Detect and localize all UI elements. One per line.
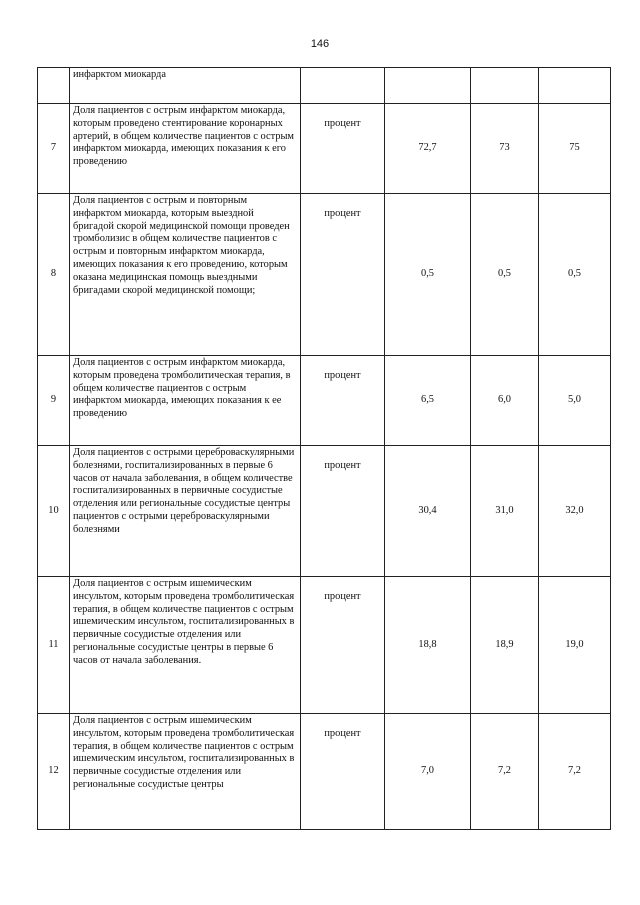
table-row	[38, 577, 611, 714]
value-year-3: 0,5	[539, 194, 611, 356]
table-row	[38, 356, 611, 446]
indicator-name: инфарктом миокарда	[70, 68, 301, 104]
table-row	[38, 194, 611, 356]
indicator-name: Доля пациентов с острыми цереброваскулярными болезнями, госпитализированных в первые 6 часов от начала заболевания, в общем количестве госпитализированных в первичные сосудистые отделения или региональные сосудистые центры пациентов с острыми цереброваскулярными болезнями	[70, 446, 301, 577]
value-year-2	[471, 68, 539, 104]
row-number	[38, 68, 70, 104]
value-year-3: 32,0	[539, 446, 611, 577]
value-year-2: 31,0	[471, 446, 539, 577]
page-number: 146	[310, 38, 330, 50]
indicator-name: Доля пациентов с острым инфарктом миокарда, которым проведено стентирование коронарных артерий, в общем количестве пациентов с острым инфарктом миокарда, имеющих показания к его проведению	[70, 104, 301, 194]
row-number: 12	[38, 714, 70, 830]
table-row	[38, 446, 611, 577]
value-year-1: 6,5	[385, 356, 471, 446]
unit: процент	[301, 104, 385, 194]
unit: процент	[301, 356, 385, 446]
unit: процент	[301, 194, 385, 356]
unit: процент	[301, 446, 385, 577]
value-year-2: 0,5	[471, 194, 539, 356]
value-year-1: 0,5	[385, 194, 471, 356]
unit: процент	[301, 714, 385, 830]
value-year-3: 75	[539, 104, 611, 194]
table-row-continued	[38, 68, 611, 104]
value-year-2: 18,9	[471, 577, 539, 714]
value-year-1	[385, 68, 471, 104]
row-number: 11	[38, 577, 70, 714]
value-year-1: 7,0	[385, 714, 471, 830]
value-year-3: 5,0	[539, 356, 611, 446]
value-year-2: 73	[471, 104, 539, 194]
indicator-name: Доля пациентов с острым и повторным инфарктом миокарда, которым выездной бригадой скорой медицинской помощи проведен тромболизис в общем количестве пациентов с острым и повторным инфарктом миокарда, имеющих показания к его проведению, которым оказана медицинская помощь выездными бригадами скорой медицинской помощи;	[70, 194, 301, 356]
indicator-name: Доля пациентов с острым ишемическим инсультом, которым проведена тромболитическая терапия, в общем количестве пациентов с острым ишемическим инсультом, госпитализированных в первичные сосудистые отделения или региональные сосудистые центры в первые 6 часов от начала заболевания.	[70, 577, 301, 714]
row-number: 7	[38, 104, 70, 194]
value-year-2: 7,2	[471, 714, 539, 830]
indicators-table	[37, 67, 611, 830]
indicator-name: Доля пациентов с острым инфарктом миокарда, которым проведена тромболитическая терапия, в общем количестве пациентов с острым инфарктом миокарда, имеющих показания к ее проведению	[70, 356, 301, 446]
table-row	[38, 104, 611, 194]
unit	[301, 68, 385, 104]
value-year-1: 72,7	[385, 104, 471, 194]
indicator-name: Доля пациентов с острым ишемическим инсультом, которым проведена тромболитическая терапия, в общем количестве пациентов с острым ишемическим инсультом, госпитализированных в первичные сосудистые отделения или региональные сосудистые центры	[70, 714, 301, 830]
row-number: 8	[38, 194, 70, 356]
value-year-1: 30,4	[385, 446, 471, 577]
table-row	[38, 714, 611, 830]
row-number: 9	[38, 356, 70, 446]
value-year-3: 19,0	[539, 577, 611, 714]
value-year-3	[539, 68, 611, 104]
value-year-3: 7,2	[539, 714, 611, 830]
value-year-1: 18,8	[385, 577, 471, 714]
unit: процент	[301, 577, 385, 714]
value-year-2: 6,0	[471, 356, 539, 446]
row-number: 10	[38, 446, 70, 577]
